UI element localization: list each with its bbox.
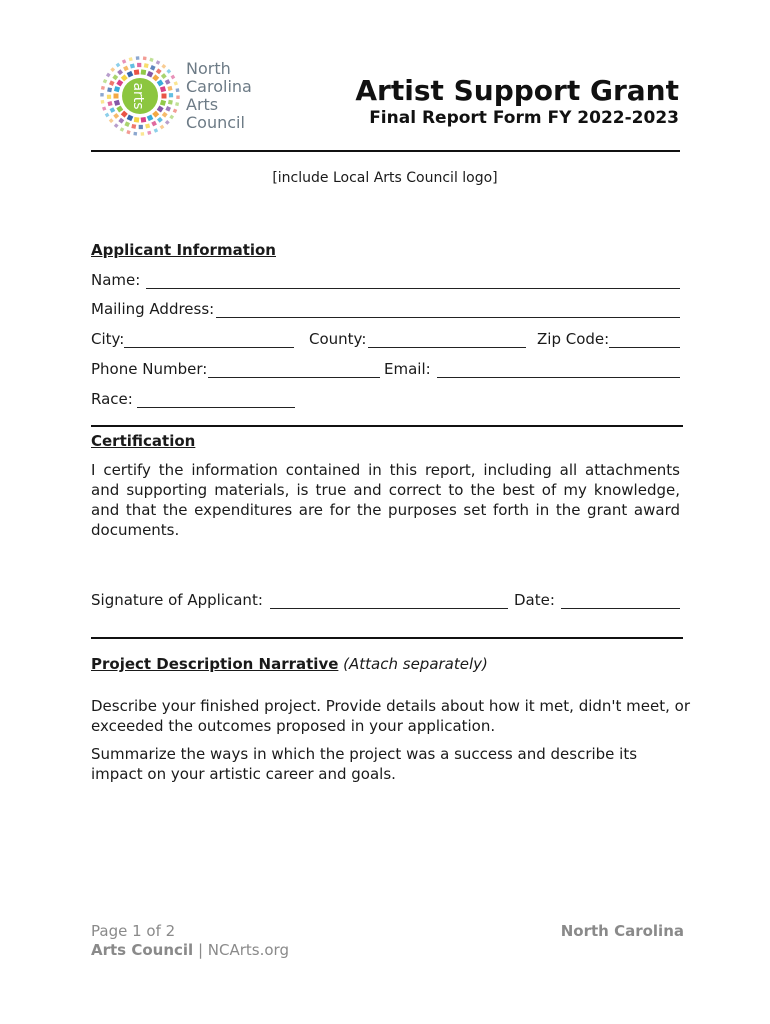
logo-tile [134, 69, 140, 75]
zip-label: Zip Code: [537, 330, 610, 348]
city-label: City: [91, 330, 125, 348]
logo-tile [137, 63, 141, 67]
logo-tile [175, 102, 179, 106]
logo-tile [118, 118, 124, 124]
logo-tile [162, 94, 167, 99]
county-label: County: [309, 330, 367, 348]
logo-tile [161, 73, 167, 79]
logo-tile [129, 57, 133, 61]
logo-tile [110, 67, 115, 72]
logo-tile [112, 74, 118, 80]
logo-tile [151, 121, 157, 127]
logo-tile [106, 73, 111, 78]
logo-tile [160, 86, 166, 92]
logo-line: Council [186, 113, 245, 132]
logo-tile [121, 74, 128, 81]
logo-tile [101, 86, 105, 90]
footer-site-link[interactable]: NCArts.org [207, 941, 289, 959]
signature-field[interactable] [270, 608, 508, 609]
address-field[interactable] [216, 317, 680, 318]
logo-tile [120, 127, 125, 132]
logo-tile [165, 106, 171, 112]
logo-tile [171, 75, 176, 80]
narrative-heading: Project Description Narrative [91, 655, 339, 673]
logo-tile [152, 111, 159, 118]
logo-tile [173, 109, 177, 113]
certification-text: I certify the information contained in this report, including all attachments and supporting materials, is true and correct to the best of my knowledge, and that the expenditures are for the purposes set forth in the grant award documents. [91, 461, 680, 539]
logo-tile [107, 87, 112, 92]
city-field[interactable] [124, 347, 294, 348]
logo-tile [121, 111, 128, 118]
logo-tile [166, 69, 171, 74]
logo-wordmark [186, 60, 252, 132]
logo-tile [103, 79, 107, 83]
date-field[interactable] [561, 608, 680, 609]
logo-tile [127, 71, 134, 78]
logo-tile [145, 123, 150, 128]
logo-tile [113, 113, 119, 119]
phone-field[interactable] [208, 377, 380, 378]
header-divider [91, 150, 680, 152]
section-divider [91, 637, 683, 639]
logo-tile [150, 65, 156, 71]
logo-tile [126, 130, 130, 134]
logo-tile [147, 131, 151, 135]
race-field[interactable] [137, 407, 295, 408]
page-number: Page 1 of 2 [91, 922, 176, 940]
narrative-heading-row [91, 655, 488, 673]
date-label: Date: [514, 591, 555, 609]
logo-tile [157, 106, 164, 113]
logo-tile [114, 123, 119, 128]
logo-tile [116, 106, 123, 113]
logo-tile [147, 114, 154, 121]
logo-tile [139, 125, 143, 129]
narrative-heading-note: (Attach separately) [343, 655, 488, 673]
county-field[interactable] [368, 347, 526, 348]
certification-heading: Certification [91, 432, 196, 450]
email-label: Email: [384, 360, 431, 378]
logo-tile [117, 69, 123, 75]
page-subtitle: Final Report Form FY 2022-2023 [369, 108, 679, 128]
logo-tile [169, 93, 173, 97]
logo-tile [133, 132, 137, 136]
logo-tile [147, 71, 154, 78]
logo-tile [160, 125, 165, 130]
applicant-heading: Applicant Information [91, 241, 276, 259]
footer-org-line [91, 941, 289, 959]
logo-line: Arts [186, 95, 219, 114]
logo-tile [167, 86, 172, 91]
logo-tile [116, 80, 123, 87]
logo-tile [101, 100, 105, 104]
logo-tile [169, 115, 174, 120]
logo-tile [116, 63, 121, 68]
logo-line: Carolina [186, 77, 252, 96]
logo-tile [110, 107, 116, 113]
logo-tile [109, 80, 115, 86]
logo-tile [156, 60, 161, 65]
logo-tile [156, 68, 162, 74]
logo-tile [157, 80, 164, 87]
logo-tile [141, 117, 147, 123]
logo-tile [114, 94, 119, 99]
logo-tile [149, 58, 153, 62]
name-field[interactable] [146, 288, 680, 289]
race-label: Race: [91, 390, 133, 408]
logo-tile [109, 118, 114, 123]
logo-tile [127, 114, 134, 121]
logo-tile [144, 63, 149, 68]
logo-tile [107, 95, 111, 99]
address-label: Mailing Address: [91, 300, 215, 318]
local-logo-placeholder: [include Local Arts Council logo] [272, 170, 498, 186]
logo-tile [141, 132, 145, 136]
logo-tile [165, 120, 170, 125]
footer-org-right: North Carolina [560, 922, 684, 940]
logo-tile [122, 59, 127, 64]
logo-tile [168, 100, 173, 105]
phone-label: Phone Number: [91, 360, 208, 378]
logo-tile [105, 113, 110, 118]
logo-tile [107, 101, 112, 106]
page-title: Artist Support Grant [355, 74, 679, 107]
footer-separator: | [193, 941, 208, 959]
logo-badge-text: arts [130, 82, 146, 110]
logo-tile [154, 128, 159, 133]
logo-tile [114, 100, 120, 106]
name-label: Name: [91, 271, 141, 289]
zip-field[interactable] [609, 347, 680, 348]
logo-tile [152, 74, 159, 81]
logo-tile [130, 63, 135, 68]
logo-tile [141, 69, 147, 75]
logo-tile [162, 112, 168, 118]
logo-tile [124, 121, 130, 127]
logo-tile [131, 124, 136, 129]
narrative-paragraph-1: Describe your finished project. Provide details about how it met, didn't meet, or exceeded the outcomes proposed in your application. [91, 697, 691, 735]
logo-tile [143, 56, 147, 60]
logo-line: North [186, 59, 231, 78]
email-field[interactable] [437, 377, 680, 378]
footer-org-left: Arts Council [91, 941, 194, 959]
logo-tile [174, 81, 178, 85]
logo-tile [114, 86, 120, 92]
logo-tile [123, 66, 129, 72]
logo-tile [102, 106, 106, 110]
logo-tile [160, 100, 166, 106]
section-divider [91, 425, 683, 427]
signature-label: Signature of Applicant: [91, 591, 263, 609]
logo-tile [136, 56, 140, 60]
narrative-paragraph-2: Summarize the ways in which the project was a success and describe its impact on your artistic career and goals. [91, 745, 638, 783]
logo-tile [161, 64, 166, 69]
logo-tile [134, 117, 140, 123]
logo-tile [100, 93, 104, 97]
logo-tile [176, 88, 180, 92]
logo-tile [157, 117, 163, 123]
logo-tile [176, 95, 180, 99]
logo-tile [165, 79, 171, 85]
